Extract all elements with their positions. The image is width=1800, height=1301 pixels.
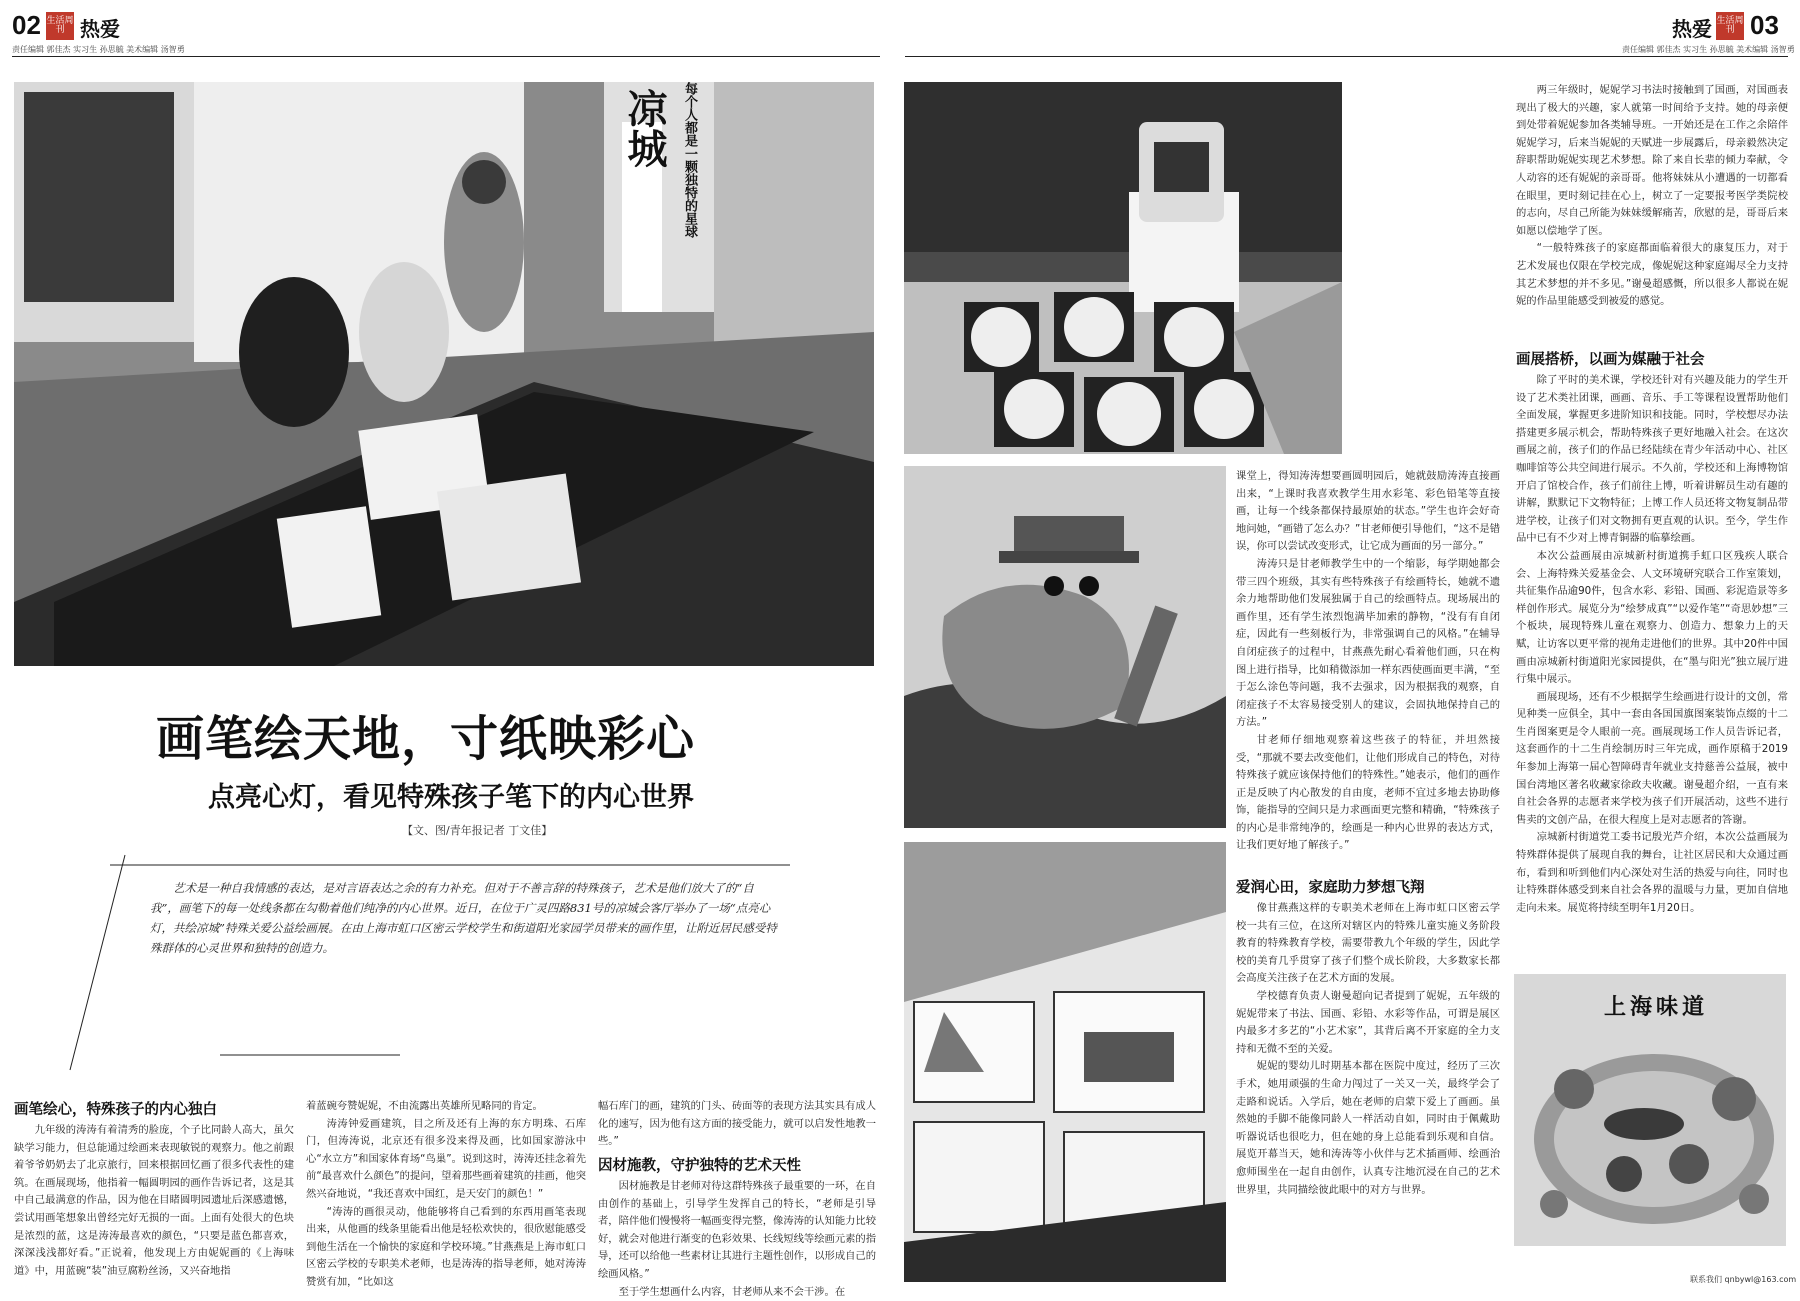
col1-body	[14, 1122, 294, 1278]
col5-paragraph: 画展现场，还有不少根据学生绘画进行设计的文创，常见种类一应俱全，其中一套由各国国旗图案装饰点缀的十二生肖图案更是令人眼前一亮。画展现场工作人员告诉记者，这套画作的十二生肖绘制历时三年完成，画作原稿于2019年参加上海第一届心智障碍青年就业支持慈善公益展，被中国台湾地区著名收藏家徐政夫收藏。谢曼超介绍，一直有来自社会各界的志愿者来学校为孩子们开展活动，这些不进行售卖的文创产品，在很大程度上是对志愿者的答谢。	[1516, 690, 1788, 826]
col3-body-top	[598, 1098, 876, 1150]
col2-paragraph: “涛涛的画很灵动，他能够将自己看到的东西用画笔表现出来，从他画的线条里能看出他是轻松欢快的，很欣慰能感受到他生活在一个愉快的家庭和学校环境。”甘燕燕是上海市虹口区密云学校的专职美术老师，也是涛涛的指导老师，她对涛涛赞赏有加，“比如这	[306, 1205, 586, 1288]
col4-paragraph: 甘老师仔细地观察着这些孩子的特征，并坦然接受，“那就不要去改变他们，让他们形成自己的特色，对待特殊孩子就应该保持他们的特殊性。”她表示，他们的画作正是反映了内心散发的自由度，老师不宜过多地去协助修饰，能指导的空间只是力求画面更完整和精确，“特殊孩子的内心是非常纯净的，绘画是一种内心世界的表达方式，让我们更好地了解孩子。”	[1236, 733, 1500, 852]
section-right: 热爱	[1672, 17, 1712, 41]
photo-children-drawing	[14, 82, 874, 666]
col5-paragraph: 两三年级时，妮妮学习书法时接触到了国画，对国画表现出了极大的兴趣，家人就第一时间给予支持。她的母亲便到处带着妮妮参加各类辅导班。一开始还是在工作之余陪伴妮妮学习，后来当妮妮的天赋进一步展露后，母亲毅然决定辞职帮助妮妮实现艺术梦想。除了来自长辈的倾力奉献，令人动容的还有妮妮的亲哥哥。他将妹妹从小遭遇的一切都看在眼里，更时刻记挂在心上，树立了一定要报考医学类院校的志向，尽自己所能为妹妹缓解痛苦，欣慰的是，哥哥后来如愿以偿地学了医。	[1516, 84, 1788, 237]
lead-paragraph: 艺术是一种自我情感的表达，是对言语表达之余的有力补充。但对于不善言辞的特殊孩子，艺术是他们放大了的“自我”，画笔下的每一处线条都在勾勒着他们纯净的内心世界。近日，在位于广灵四路831号的凉城会客厅举办了一场“点亮心灯，共绘凉城”特殊关爱公益绘画展。在由上海市虹口区密云学校学生和街道阳光家园学员带来的画作里，让附近居民感受特殊群体的心灵世界和独特的创造力。	[150, 881, 777, 955]
col3-heading: 因材施教，守护独特的艺术天性	[598, 1158, 801, 1174]
logo-left: 生活周刊	[46, 12, 74, 40]
footer-email: qnbywl@163.com	[1724, 1275, 1797, 1284]
section-left: 热爱	[80, 17, 120, 41]
banner-vertical-text: 每个人都是一颗独特的星球	[682, 82, 697, 238]
col4-paragraph: 学校德育负责人谢曼超向记者提到了妮妮，五年级的妮妮带来了书法、国画、彩铅、水彩等作品，可谓是展区内最多才多艺的“小艺术家”，其背后离不开家庭的全力支持和无微不至的关爱。	[1236, 989, 1500, 1055]
col3-body	[598, 1178, 877, 1298]
col4-body-top	[1236, 468, 1500, 872]
col5-paragraph: 本次公益画展由凉城新村街道携手虹口区残疾人联合会、上海特殊关爱基金会、人文环境研究联合工作室策划，共征集作品逾90件，包含水彩、彩铅、国画、彩泥造景等多样创作形式。展览分为“绘梦成真”“以爱作笔”“奇思妙想”三个板块，展现特殊儿童在观察力、创造力、想象力上的天赋，让访客以更平常的视角走进他们的世界。其中20件中国画由凉城新村街道阳光家园提供，在“墨与阳光”独立展厅进行集中展示。	[1516, 549, 1788, 686]
staff-left: 责任编辑 郭佳杰 实习生 孙思毓 美术编辑 汤智勇	[12, 45, 185, 54]
banner-text: 凉城	[621, 88, 668, 168]
col2-paragraph: 着蓝碗夸赞妮妮，不由流露出英雄所见略同的肯定。	[306, 1100, 543, 1112]
byline: 【文、图/青年报记者 丁文佳】	[402, 824, 553, 837]
col1-heading: 画笔绘心，特殊孩子的内心独白	[14, 1102, 217, 1118]
col5-paragraph: 凉城新村街道党工委书记殷光芦介绍，本次公益画展为特殊群体提供了展现自我的舞台，让社区居民和大众通过画布，看到和听到他们内心深处对生活的热爱与向往，同时也让特殊群体感受到来自社会各界的温暖与力量，更加自信地走向未来。展览将持续至明年1月20日。	[1516, 831, 1788, 914]
col2-paragraph: 涛涛钟爱画建筑，目之所及还有上海的东方明珠、石库门，但涛涛说，北京还有很多没来得及画，比如国家游泳中心“水立方”和国家体育场“鸟巢”。说到这时，涛涛还挂念着先前“最喜欢什么颜色”的提问，望着那些画着建筑的挂画，他突然兴奋地说，“我还喜欢中国红，是天安门的颜色！”	[306, 1117, 586, 1200]
article-title: 画笔绘天地，寸纸映彩心	[156, 711, 696, 767]
footer-label: 联系我们	[1690, 1275, 1722, 1284]
col3-paragraph: 幅石库门的画，建筑的门头、砖面等的表现方法其实具有成人化的速写，因为他有这方面的接受能力，就可以启发性地教一些。”	[598, 1100, 877, 1148]
photo-shanghai-food-map	[1514, 974, 1786, 1246]
col4-heading: 爱润心田，家庭助力梦想飞翔	[1236, 880, 1425, 896]
photo-mug-coasters	[904, 82, 1342, 454]
col4-paragraph: 妮妮的婴幼儿时期基本都在医院中度过，经历了三次手术，她用顽强的生命力闯过了一关又一关，最终学会了走路和说话。入学后，她在老师的启蒙下爱上了画画。虽然她的手脚不能像同龄人一样活动自如，同时由于佩戴助听器说话也很吃力，但在她的身上总能看到乐观和自信。展览开幕当天，她和涛涛等小伙伴与艺术插画师、绘画治愈师围坐在一起自由创作，认真专注地沉浸在自己的艺术世界里，共同描绘彼此眼中的对方与世界。	[1236, 1060, 1500, 1196]
col3-paragraph: 至于学生想画什么内容，甘老师从来不会干涉。在	[618, 1285, 846, 1298]
article-subtitle: 点亮心灯，看见特殊孩子笔下的内心世界	[208, 782, 694, 813]
col3-paragraph: 因材施教是甘老师对待这群特殊孩子最重要的一环，在自由创作的基础上，引导学生发挥自己的特长，“老师是引导者，陪伴他们慢慢将一幅画变得完整，像涛涛的认知能力比较好，就会对他进行渐变的色彩效果、长线短线等绘画元素的指导，还可以给他一些素材让其进行主题性创作，以形成自己的绘画风格。”	[598, 1180, 877, 1280]
food-map-title: 上海味道	[1604, 995, 1709, 1020]
col4-paragraph: 涛涛只是甘老师教学生中的一个缩影，每学期她都会带三四个班级，其实有些特殊孩子有绘画特长，她就不遗余力地帮助他们发展独属于自己的绘画特点。现场展出的画作里，还有学生浓烈饱满毕加索的静物，“没有有自闭症，因此有一些刻板行为，非常强调自己的风格。”在辅导自闭症孩子的过程中，甘燕燕先耐心看着他们画，只在构图上进行指导，比如稍微添加一样东西使画面更丰满，“至于怎么涂色等问题，我不去强求，因为根据我的观察，自闭症孩子不太容易接受别人的建议，会固执地保持自己的方法。”	[1236, 557, 1500, 729]
header-rule-right	[905, 56, 1788, 57]
col4-paragraph: 课堂上，得知涛涛想要画圆明园后，她就鼓励涛涛直接画出来，“上课时我喜欢教学生用水彩笔、彩色铅笔等直接画，让每一个线条都保持最原始的状态。”学生也许会好奇地问她，“画错了怎么办？”甘老师便引导他们，“这不是错误，你可以尝试改变形式，让它成为画面的另一部分。”	[1236, 470, 1500, 553]
col5-body-top	[1516, 82, 1788, 344]
footer-contact	[1690, 1274, 1796, 1285]
photo-exhibition-wall	[904, 842, 1226, 1282]
logo-right: 生活周刊	[1716, 12, 1744, 40]
col5-paragraph: 除了平时的美术课，学校还针对有兴趣及能力的学生开设了艺术类社团课，画画、音乐、手工等课程设置帮助他们全面发展，掌握更多进阶知识和技能。同时，学校想尽办法搭建更多展示机会，帮助特殊孩子更好地融入社会。在这次画展之前，孩子们的作品已经陆续在青少年活动中心、社区咖啡馆等公共空间进行展示。不久前，学校还和上海博物馆开启了馆校合作，孩子们前往上博，听着讲解员生动有趣的讲解，默默记下文物特征；上博工作人员还将文物复制品带进学校，让孩子们对文物拥有更直观的认识。至今，学生作品中已有不少对上博青铜器的临摹绘画。	[1516, 374, 1788, 545]
col2-body	[306, 1098, 586, 1288]
page-number-right: 03	[1750, 10, 1779, 40]
col5-paragraph: “一般特殊孩子的家庭都面临着很大的康复压力，对于艺术发展也仅限在学校完成，像妮妮这种家庭竭尽全力支持其艺术梦想的并不多见。”谢曼超感慨，所以很多人都说在妮妮的作品里能感受到被爱的感觉。	[1516, 242, 1788, 308]
col5-body	[1516, 372, 1788, 964]
photo-guitar-drawing	[904, 466, 1226, 828]
header-rule-left	[12, 56, 880, 57]
page-number-left: 02	[12, 10, 41, 40]
col1-paragraph: 九年级的涛涛有着清秀的脸庞，个子比同龄人高大，虽欠缺学习能力，但总能通过绘画来表现敏锐的观察力。他之前跟着爷爷奶奶去了北京旅行，回来根据回忆画了很多代表性的建筑。在画展现场，他指着一幅圆明园的画作告诉记者，这是其中自己最满意的作品，因为他在目睹圆明园遗址后深感遗憾，尝试用画笔想象出曾经完好无损的一面。上面有处很大的色块是浓烈的蓝，这是涛涛最喜欢的颜色，“只要是蓝色都喜欢，深深浅浅都好看。”正说着，他发现上方由妮妮画的《上海味道》中，用蓝碗“装”油豆腐粉丝汤，又兴奋地指	[14, 1124, 294, 1277]
col5-heading: 画展搭桥，以画为媒融于社会	[1516, 352, 1705, 368]
col4-paragraph: 像甘燕燕这样的专职美术老师在上海市虹口区密云学校一共有三位，在这所对辖区内的特殊儿童实施义务阶段教育的特殊教育学校，需要带教九个年级的学生，因此学校的美育几乎贯穿了孩子们整个成长阶段，大多数家长都会高度关注孩子在艺术方面的发展。	[1236, 902, 1500, 985]
col4-body-bottom	[1236, 900, 1500, 1280]
staff-right: 责任编辑 郭佳杰 实习生 孙思毓 美术编辑 汤智勇	[1622, 45, 1795, 54]
